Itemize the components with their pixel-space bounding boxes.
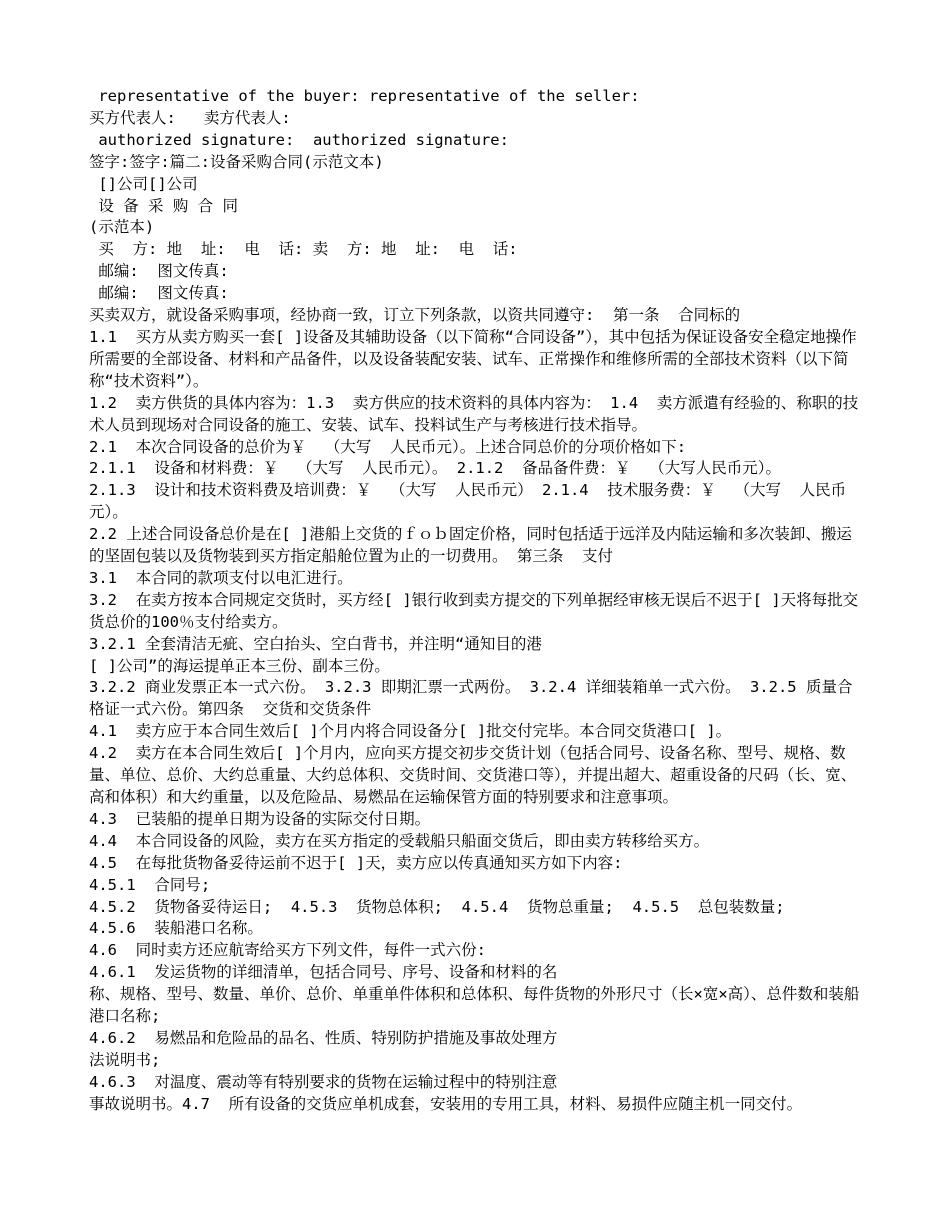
clause-paragraph: 4.6.2 易燃品和危险品的品名、性质、特别防护措施及事故处理方: [89, 1028, 558, 1047]
clause-paragraph: 3.2.2 商业发票正本一式六份。 3.2.3 即期汇票一式两份。 3.2.4 详细装箱单一式六份。 3.2.5 质量合格证一式六份。第四条 交货和交货条件: [89, 678, 853, 719]
text-line: authorized signature: authorized signature:: [89, 130, 509, 149]
clause-paragraph: 事故说明书。4.7 所有设备的交货应单机成套，安装用的专用工具，材料、易损件应随主机一同交付。: [89, 1094, 803, 1113]
clause-paragraph: 2.2 上述合同设备总价是在[ ]港船上交货的ｆｏｂ固定价格，同时包括适于远洋及内陆运输和多次装卸、搬运的坚固包装以及货物装到买方指定船舱位置为止的一切费用。 第三条 支付: [89, 525, 852, 566]
clause-paragraph: 3.1 本合同的款项支付以电汇进行。: [89, 568, 353, 587]
clause-paragraph: 3.2 在卖方按本合同规定交货时，买方经[ ]银行收到卖方提交的下列单据经审核无误后不迟于[ ]天将每批交货总价的100％支付给卖方。: [89, 590, 859, 631]
clause-paragraph: 4.6 同时卖方还应航寄给买方下列文件，每件一式六份:: [89, 941, 486, 960]
clause-paragraph: 4.5.2 货物备妥待运日; 4.5.3 货物总体积; 4.5.4 货物总重量; 4.5.5 总包装数量;: [89, 897, 785, 916]
clause-paragraph: 2.1.1 设备和材料费：￥ （大写 人民币元）。 2.1.2 备品备件费：￥ （大写人民币元）。: [89, 459, 781, 478]
text-line: 买方代表人: 卖方代表人:: [89, 108, 291, 127]
text-line: 邮编: 图文传真:: [89, 262, 229, 281]
clause-paragraph: 4.1 卖方应于本合同生效后[ ]个月内将合同设备分[ ]批交付完毕。本合同交货港口[ ]。: [89, 722, 732, 741]
text-line: representative of the buyer: representative of the seller:: [89, 87, 640, 105]
clause-paragraph: 1.1 买方从卖方购买一套[ ]设备及其辅助设备（以下简称“合同设备”），其中包括为保证设备安全稳定地操作所需要的全部设备、材料和产品备件，以及设备装配安装、试车、正常操作和维修所需的全部技术资料（以下简称“技术资料”）。: [89, 327, 857, 390]
clause-paragraph: 称、规格、型号、数量、单价、总价、单重单件体积和总体积、每件货物的外形尺寸（长×宽×高）、总件数和装船港口名称;: [89, 985, 860, 1026]
clause-paragraph: 4.2 卖方在本合同生效后[ ]个月内，应向买方提交初步交货计划（包括合同号、设备名称、型号、规格、数量、单位、总价、大约总重量、大约总体积、交货时间、交货港口等），并提出超大、超重设备的尺码（长、宽、高和体积）和大约重量，以及危险品、易燃品在运输保管方面的特别要求和注意事项。: [89, 744, 857, 806]
clause-paragraph: 4.5 在每批货物备妥待运前不迟于[ ]天，卖方应以传真通知买方如下内容:: [89, 853, 623, 872]
text-line: 买卖双方，就设备采购事项，经协商一致，订立下列条款，以资共同遵守: 第一条 合同标的: [89, 306, 741, 325]
clause-paragraph: 4.5.6 装船港口名称。: [89, 919, 263, 938]
clause-paragraph: [ ]公司”的海运提单正本三份、副本三份。: [89, 656, 390, 675]
clause-paragraph: 3.2.1 全套清洁无疵、空白抬头、空白背书，并注明“通知目的港: [89, 634, 542, 653]
clause-paragraph: 4.6.3 对温度、震动等有特别要求的货物在运输过程中的特别注意: [89, 1072, 558, 1091]
clause-paragraph: 4.5.1 合同号;: [89, 875, 211, 894]
clause-paragraph: 4.6.1 发运货物的详细清单，包括合同号、序号、设备和材料的名: [89, 963, 558, 982]
text-line: 买 方: 地 址: 电 话: 卖 方: 地 址: 电 话:: [89, 240, 518, 259]
text-line: 邮编: 图文传真:: [89, 284, 229, 303]
clause-paragraph: 4.3 已装船的提单日期为设备的实际交付日期。: [89, 809, 431, 828]
clause-paragraph: 2.1 本次合同设备的总价为￥ （大写 人民币元）。上述合同总价的分项价格如下:: [89, 437, 687, 456]
text-line: (示范本): [89, 218, 155, 237]
text-line: []公司[]公司: [89, 174, 198, 193]
clause-paragraph: [89, 1116, 864, 1138]
text-line: 签字:签字:篇二:设备采购合同(示范文本): [89, 152, 384, 171]
clause-paragraph: 1.2 卖方供货的具体内容为：1.3 卖方供应的技术资料的具体内容为： 1.4 卖方派遣有经验的、称职的技术人员到现场对合同设备的施工、安装、试车、投料试生产与考核进行技术指导。: [89, 393, 859, 434]
clause-paragraph: 法说明书;: [89, 1050, 161, 1069]
clause-paragraph: 2.1.3 设计和技术资料费及培训费：￥ （大写 人民币元） 2.1.4 技术服务费：￥ （大写 人民币元）。: [89, 481, 847, 522]
document-title: 设 备 采 购 合 同: [89, 196, 239, 215]
clause-paragraph: 4.4 本合同设备的风险，卖方在买方指定的受载船只船面交货后，即由卖方转移给买方。: [89, 831, 710, 850]
document-body: [89, 86, 864, 1137]
